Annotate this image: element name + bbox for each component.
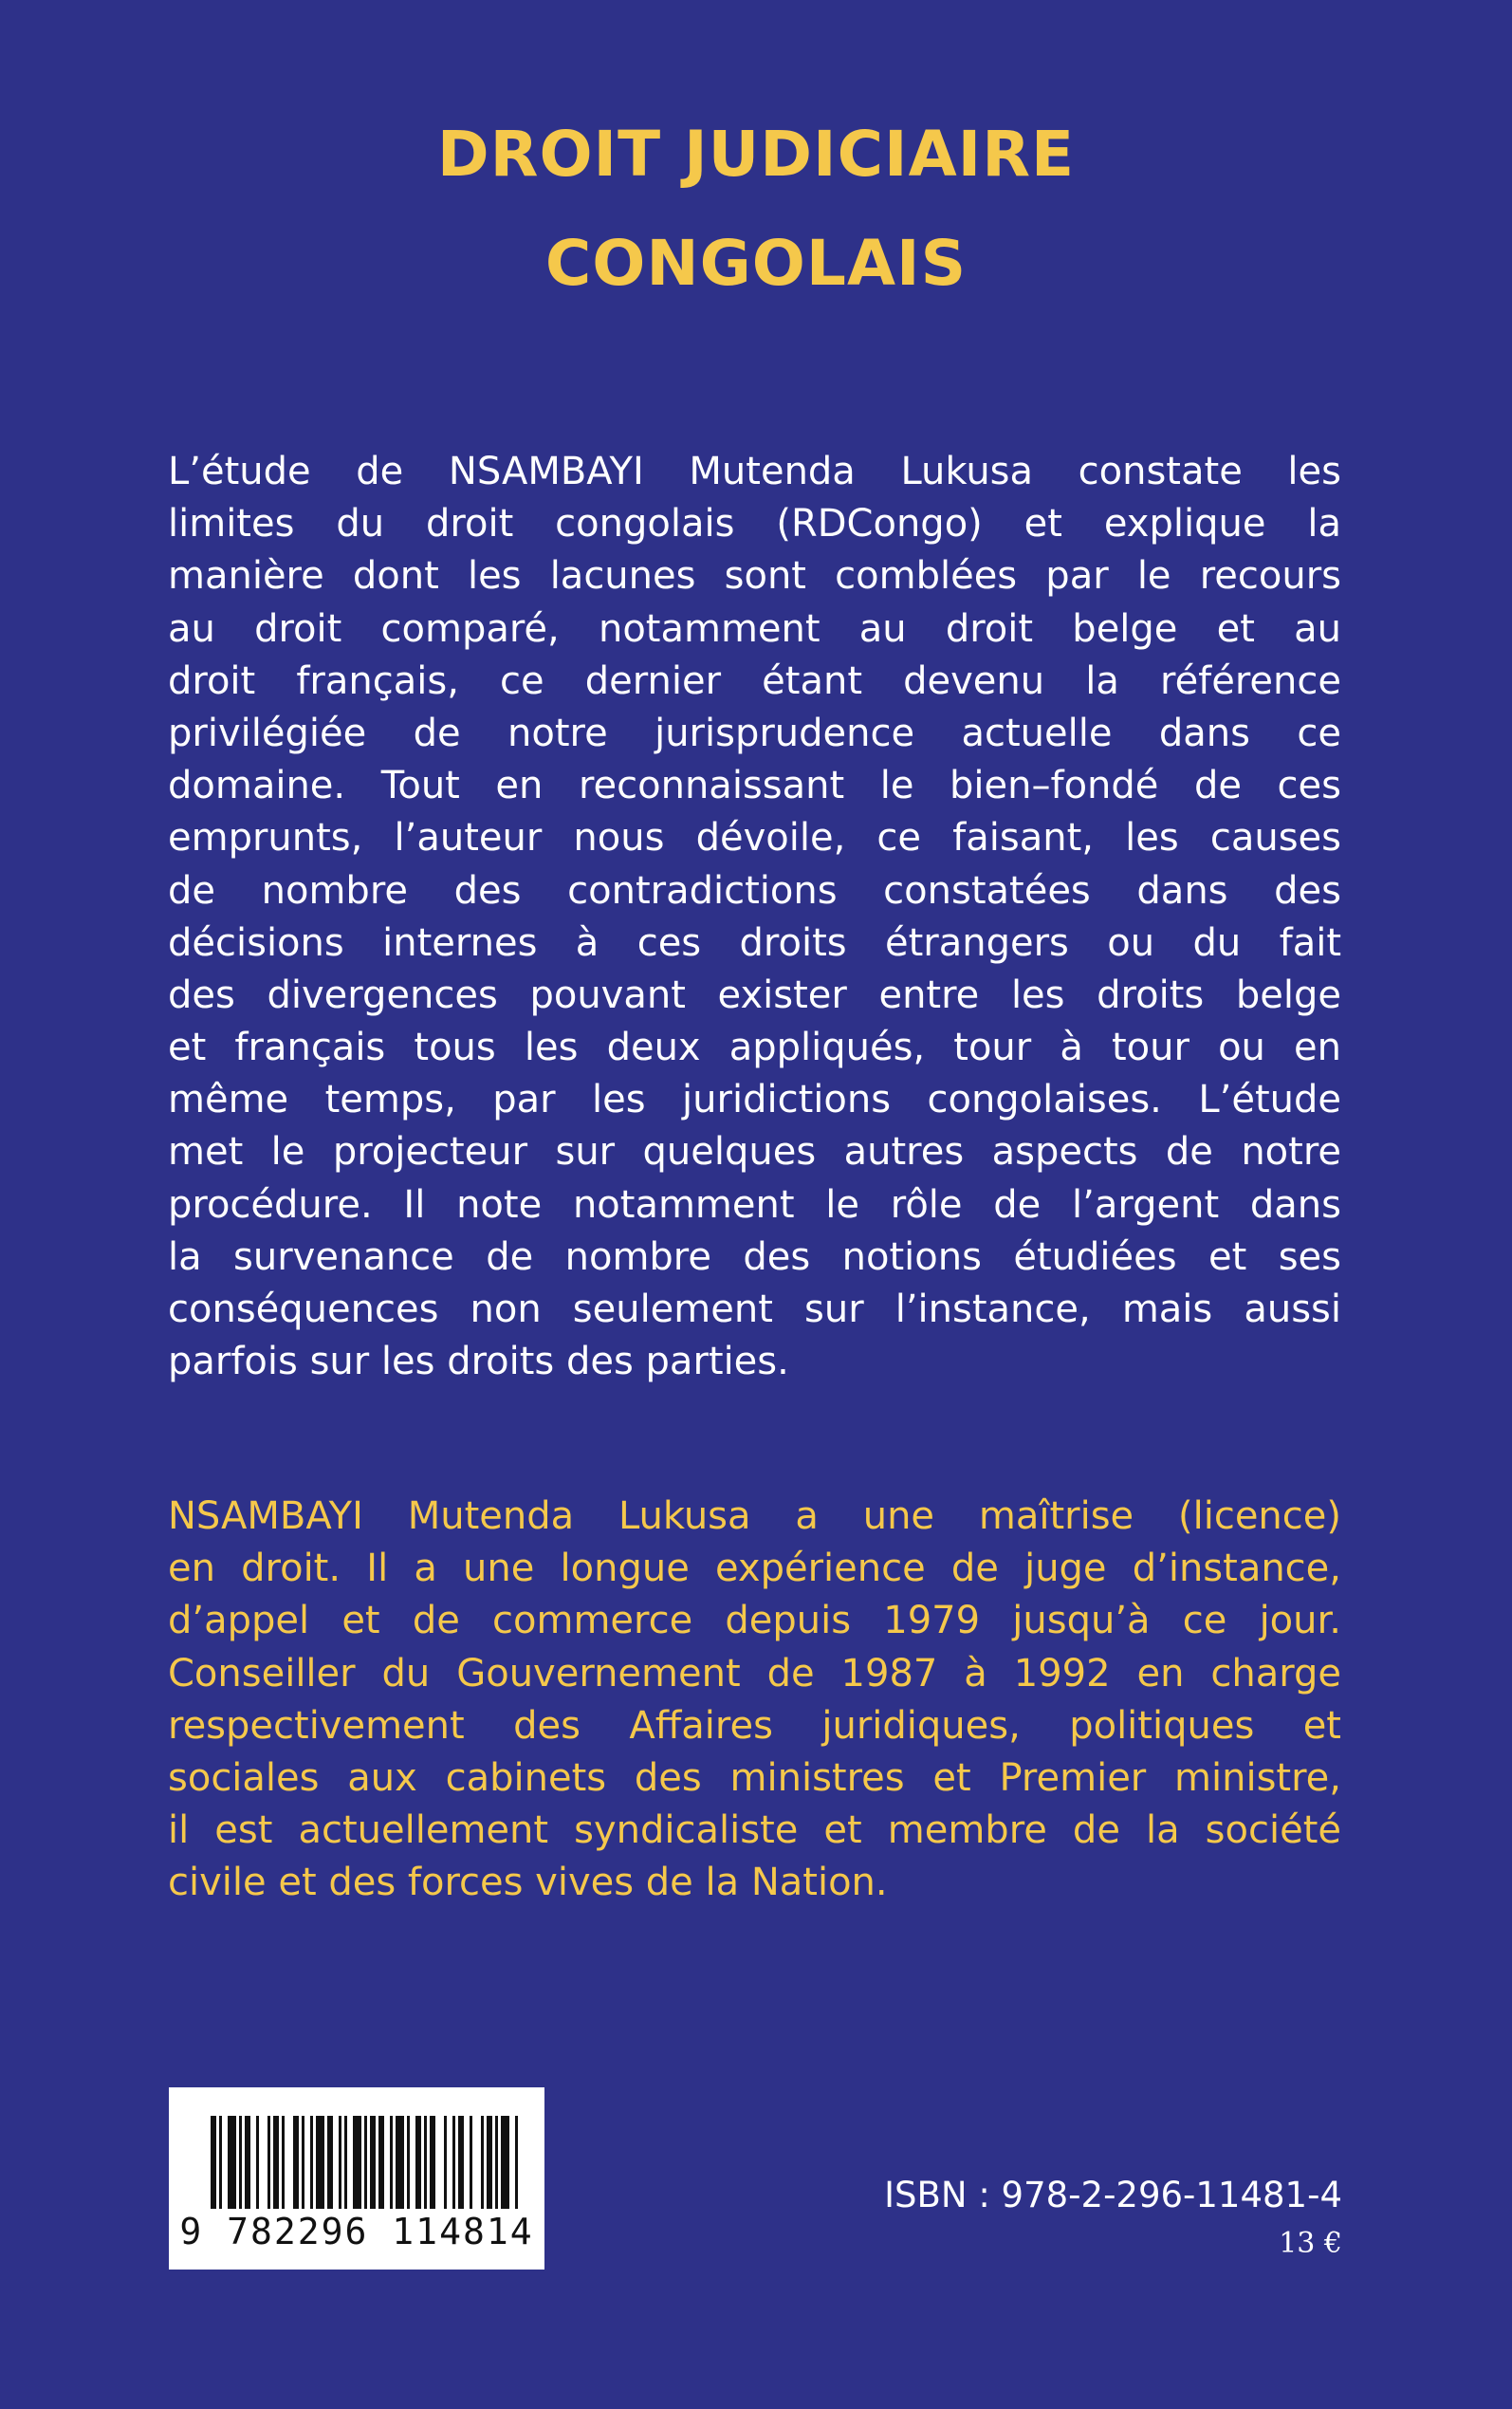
- barcode-bar: [378, 2116, 384, 2209]
- barcode-bar: [256, 2116, 259, 2209]
- bio-line: respectivement des Affaires juridiques, politiques et: [168, 1703, 1341, 1748]
- description-line: des divergences pouvant exister entre les droits belge: [168, 973, 1341, 1017]
- barcode-bar: [487, 2116, 492, 2209]
- barcode-bar: [282, 2116, 285, 2209]
- bio-line: sociales aux cabinets des ministres et Premier ministre,: [168, 1755, 1341, 1800]
- description-line: conséquences non seulement sur l’instance, mais aussi: [168, 1288, 1341, 1331]
- description-line: emprunts, l’auteur nous dévoile, ce faisant, les causes: [168, 816, 1341, 861]
- book-title-line-1: DROIT JUDICIAIRE: [436, 118, 1076, 191]
- bio-line: Conseiller du Gouvernement de 1987 à 1992 en charge: [168, 1651, 1341, 1696]
- bio-line: NSAMBAYI Mutenda Lukusa a une maîtrise (licence): [168, 1494, 1341, 1538]
- author-bio: [168, 1491, 1341, 1910]
- bio-line: civile et des forces vives de la Nation.: [168, 1861, 888, 1905]
- bio-line: d’appel et de commerce depuis 1979 jusqu’à ce jour.: [168, 1599, 1341, 1643]
- barcode-bar: [407, 2116, 410, 2209]
- barcode-bar: [310, 2116, 313, 2209]
- description-line: et français tous les deux appliqués, tour à tour ou en: [168, 1026, 1341, 1070]
- book-description: [168, 446, 1341, 1388]
- barcode-bar: [239, 2116, 242, 2209]
- description-line: même temps, par les juridictions congolaises. L’étude: [168, 1078, 1341, 1122]
- description-line: domaine. Tout en reconnaissant le bien–fondé de ces: [168, 764, 1341, 808]
- description-line: procédure. Il note notamment le rôle de l’argent dans: [168, 1182, 1341, 1227]
- barcode-bar: [396, 2116, 404, 2209]
- barcode-bar: [273, 2116, 279, 2209]
- bio-line: en droit. Il a une longue expérience de juge d’instance,: [168, 1547, 1341, 1591]
- barcode-bar: [430, 2116, 435, 2209]
- barcode-bar: [481, 2116, 484, 2209]
- barcode-bar: [293, 2116, 299, 2209]
- barcode-bar: [452, 2116, 455, 2209]
- barcode-bar: [415, 2116, 421, 2209]
- barcode-bar: [245, 2116, 250, 2209]
- barcode-bar: [515, 2116, 518, 2209]
- barcode-bar: [228, 2116, 236, 2209]
- barcode-bar: [495, 2116, 498, 2209]
- barcode-bar: [327, 2116, 333, 2209]
- barcode-bar: [302, 2116, 304, 2209]
- barcode-bar: [211, 2116, 216, 2209]
- barcode-bar: [370, 2116, 376, 2209]
- barcode-bar: [501, 2116, 509, 2209]
- description-line: met le projecteur sur quelques autres aspects de notre: [168, 1130, 1341, 1175]
- barcode-digits: 9 782296 114814: [179, 2211, 534, 2252]
- barcode-bar: [444, 2116, 447, 2209]
- description-line: de nombre des contradictions constatées dans des: [168, 868, 1341, 913]
- barcode: [169, 2087, 544, 2270]
- barcode-bar: [344, 2116, 347, 2209]
- description-line: décisions internes à ces droits étrangers ou du fait: [168, 920, 1341, 965]
- barcode-bar: [390, 2116, 393, 2209]
- book-title-line-2: CONGOLAIS: [544, 227, 968, 300]
- barcode-bar: [267, 2116, 270, 2209]
- description-line: parfois sur les droits des parties.: [168, 1340, 789, 1384]
- barcode-bar: [470, 2116, 472, 2209]
- isbn-label: ISBN : 978-2-296-11481-4: [884, 2175, 1342, 2215]
- barcode-bar: [316, 2116, 324, 2209]
- description-line: L’étude de NSAMBAYI Mutenda Lukusa constate les: [168, 450, 1341, 493]
- description-line: manière dont les lacunes sont comblées par le recours: [168, 554, 1341, 599]
- barcode-bar: [219, 2116, 222, 2209]
- description-line: la survenance de nombre des notions étudiées et ses: [168, 1234, 1341, 1279]
- description-line: limites du droit congolais (RDCongo) et explique la: [168, 502, 1341, 547]
- barcode-bar: [458, 2116, 464, 2209]
- barcode-bar: [424, 2116, 427, 2209]
- barcode-bar: [364, 2116, 367, 2209]
- description-line: au droit comparé, notamment au droit belge et au: [168, 606, 1341, 651]
- barcode-bar: [353, 2116, 361, 2209]
- description-line: droit français, ce dernier étant devenu la référence: [168, 658, 1341, 703]
- barcode-bar: [339, 2116, 341, 2209]
- price-label: 13 €: [1279, 2227, 1342, 2260]
- bio-line: il est actuellement syndicaliste et membre de la société: [168, 1808, 1341, 1853]
- description-line: privilégiée de notre jurisprudence actuelle dans ce: [168, 711, 1341, 755]
